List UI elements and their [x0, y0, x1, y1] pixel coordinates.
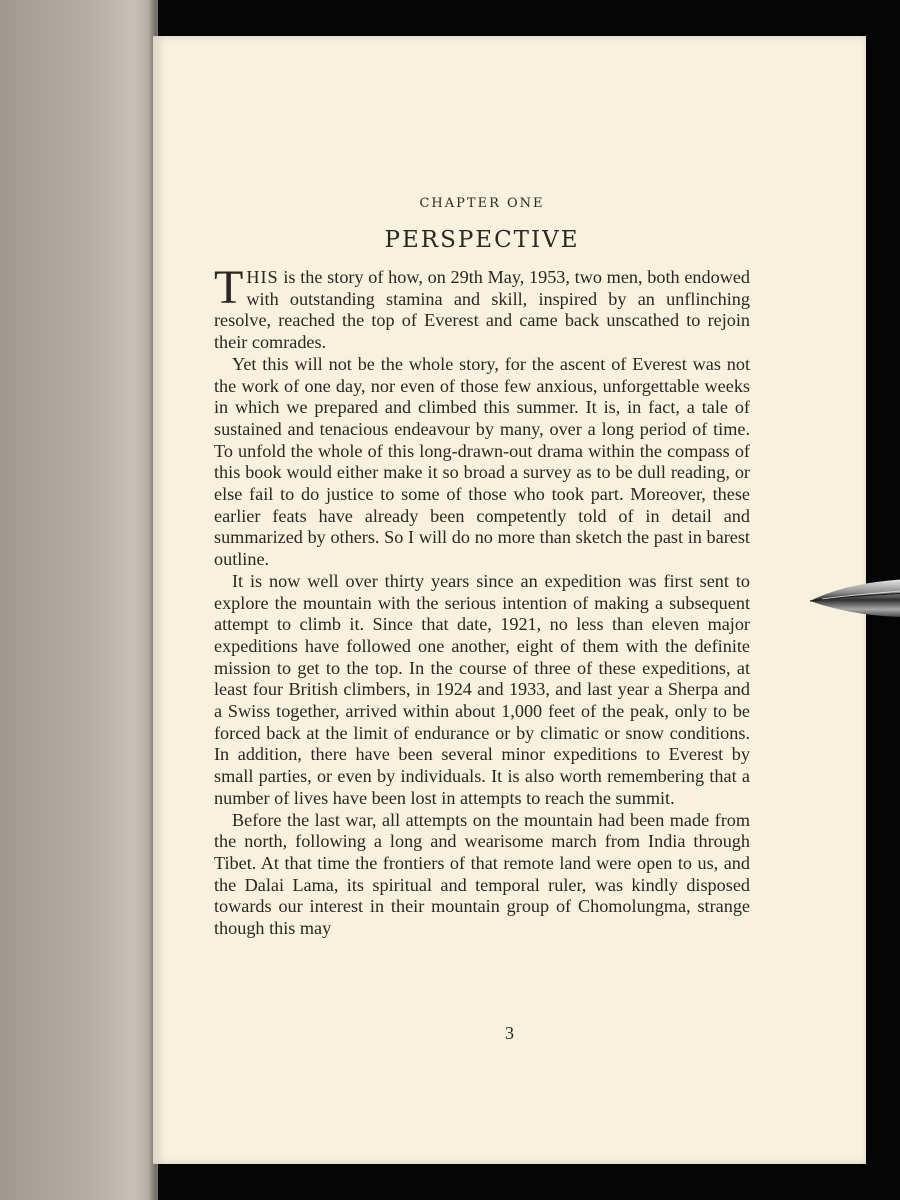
paragraph-1-text: is the story of how, on 29th May, 1953, two men, both endowed with outstanding stamina and skill, inspired by an unflinching resolve, reached the top of Everest and came back unscathed to rejoin their comrades. — [214, 267, 750, 353]
pen-tip-icon — [808, 577, 900, 621]
page-text-block — [214, 196, 750, 940]
chapter-label: CHAPTER ONE — [419, 196, 545, 211]
lead-caps: HIS — [246, 267, 279, 287]
paragraph-2: Yet this will not be the whole story, for the ascent of Everest was not the work of one day, nor even of those few anxious, unforgettable weeks in which we prepared and climbed this summer. It is, in fact, a tale of sustained and tenacious endeavour by many, over a long period of time. To unfold the whole of this long-drawn-out drama within the compass of this book would either make it so broad a survey as to be dull reading, or else fail to do justice to some of those who took part. Moreover, these earlier feats have already been competently told of in detail and summarized by others. So I will do no more than sketch the past in barest outline. — [214, 353, 750, 570]
paragraph-3: It is now well over thirty years since an expedition was first sent to explore the mountain with the serious intention of making a subsequent attempt to climb it. Since that date, 1921, no less than eleven major expeditions have followed one another, eight of them with the definite mission to get to the top. In the course of three of these expeditions, at least four British climbers, in 1924 and 1933, and last year a Sherpa and a Swiss together, arrived within about 1,000 feet of the peak, only to be forced back at the limit of endurance or by climatic or snow conditions. In addition, there have been several minor expeditions to Everest by small parties, or even by individuals. It is also worth remembering that a number of lives have been lost in attempts to reach the summit. — [214, 570, 750, 808]
book-page — [153, 36, 866, 1164]
chapter-title: PERSPECTIVE — [384, 227, 580, 253]
page-number: 3 — [505, 1023, 514, 1043]
paragraph-1 — [214, 261, 750, 354]
drop-cap: T — [214, 261, 244, 314]
left-page-edge — [0, 0, 158, 1200]
paragraph-4: Before the last war, all attempts on the mountain had been made from the north, following a long and wearisome march from India through Tibet. At that time the frontiers of that remote land were open to us, and the Dalai Lama, its spiritual and temporal ruler, was kindly disposed towards our interest in their mountain group of Chomolungma, strange though this may — [214, 809, 750, 939]
